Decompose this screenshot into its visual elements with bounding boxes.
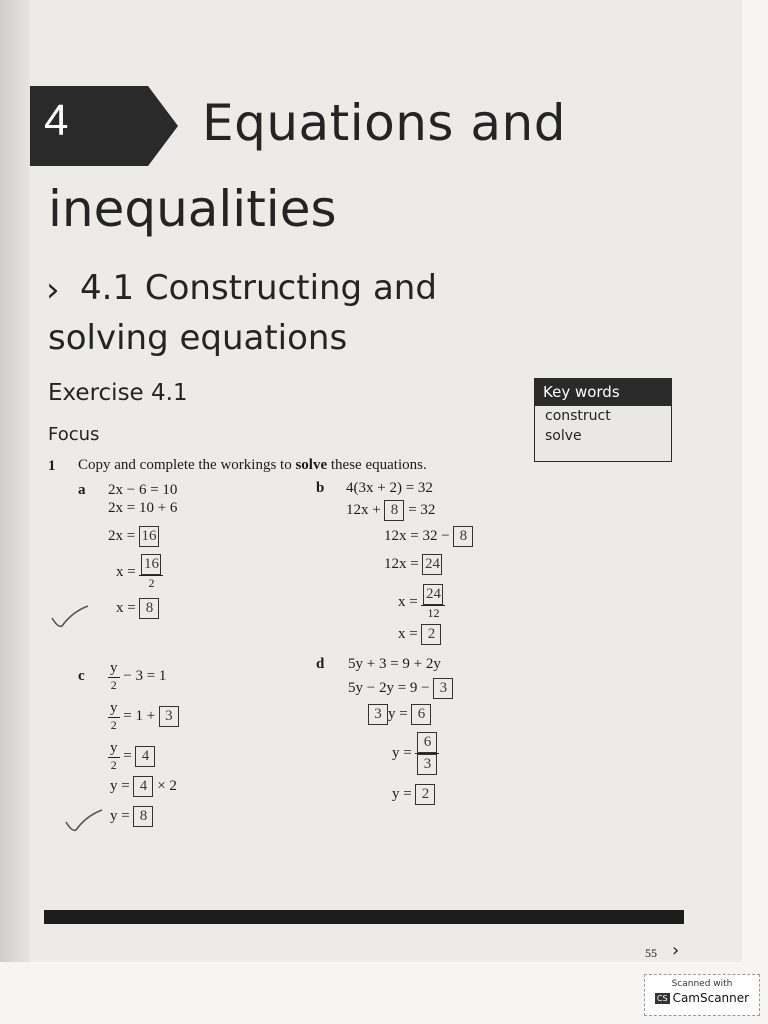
answer-box: 2 [421,624,441,645]
fraction-numerator [415,732,439,754]
page-chevron-icon: › [672,940,680,961]
fraction [139,554,163,591]
part-b-label: b [316,480,325,496]
part-b-line2 [346,500,435,521]
answer-box: 16 [139,526,159,547]
part-d-line3-mid: y = [388,705,412,722]
part-d-line2-left: 5y − 2y = 9 − [348,679,434,696]
answer-box: 6 [417,732,437,753]
part-c-line4 [110,776,177,797]
scanner-caption: Scanned with [671,979,733,989]
section-chevron-icon: › [46,270,60,310]
key-words-heading: Key words [535,379,671,406]
fraction [108,740,120,773]
part-d-line4-left: y = [392,744,416,761]
part-b-line1: 4(3x + 2) = 32 [346,480,433,496]
fraction-denominator: 2 [148,576,155,590]
fraction [421,584,445,621]
part-c-line4-right: × 2 [153,777,177,794]
part-b-line3-left: 12x = 32 − [384,527,454,544]
part-c-label: c [78,668,85,684]
part-d-line5-left: y = [392,785,416,802]
fraction-numerator [139,554,163,576]
part-b-line5-left: x = [398,593,422,610]
section-title: 4.1 Constructing and [80,268,437,308]
part-a-line5 [116,598,159,619]
fraction-denominator: 12 [427,606,440,620]
footer-bar [44,910,684,924]
page-number: 55 [645,946,657,960]
part-d-line4 [392,732,439,775]
part-c-line5-left: y = [110,807,134,824]
answer-box: 16 [141,554,161,575]
key-words-box [534,378,672,462]
question-number: 1 [48,458,56,474]
part-d-line2 [348,678,453,699]
answer-box: 24 [423,584,443,605]
fraction [108,700,120,733]
check-mark-icon [64,808,104,834]
question-text-before: Copy and complete the workings to [78,457,296,473]
scanner-brand [645,991,759,1005]
question-text [78,457,427,474]
part-b-line4-left: 12x = [384,555,423,572]
section-title-line2: solving equations [48,318,348,358]
fraction [415,732,439,775]
answer-box: 3 [368,704,388,725]
camscanner-logo-icon: CS [656,994,668,1003]
part-b-line4 [384,554,442,575]
answer-box: 3 [433,678,453,699]
part-d-label: d [316,656,325,672]
focus-label: Focus [48,424,100,445]
part-b-line5 [398,584,445,621]
answer-box: 8 [453,526,473,547]
part-a-line4 [116,554,163,591]
fraction-denominator: 2 [110,718,117,732]
chapter-title: Equations and [202,94,566,152]
part-c-line2 [108,700,179,733]
part-c-line3-mid: = [119,747,136,764]
key-word-solve: solve [545,428,582,444]
part-c-line3 [108,740,155,773]
part-c-line1-right: − 3 = 1 [119,667,167,684]
part-a-label: a [78,482,86,498]
fraction-numerator: y [110,660,118,676]
check-mark-icon [50,604,90,630]
part-c-line2-mid: = 1 + [119,707,159,724]
part-b-line2-right: = 32 [404,501,436,518]
fraction-denominator: 2 [110,678,117,692]
chapter-number: 4 [44,96,69,145]
part-d-line5 [392,784,435,805]
part-a-line2: 2x = 10 + 6 [108,500,178,516]
scanner-brand-name: CamScanner [672,991,750,1005]
part-a-line4-left: x = [116,563,140,580]
exercise-title: Exercise 4.1 [48,380,188,406]
fraction-numerator [421,584,445,606]
part-d-line1: 5y + 3 = 9 + 2y [348,656,441,672]
answer-box: 3 [417,754,437,775]
chapter-title-line2: inequalities [48,180,337,238]
answer-box: 4 [135,746,155,767]
part-a-line1: 2x − 6 = 10 [108,482,178,498]
part-a-line5-left: x = [116,599,140,616]
part-a-line3 [108,526,159,547]
fraction [108,660,120,693]
answer-box: 8 [133,806,153,827]
answer-box: 24 [422,554,442,575]
answer-box: 6 [411,704,431,725]
part-c-line4-left: y = [110,777,134,794]
answer-box: 2 [415,784,435,805]
answer-box: 8 [139,598,159,619]
scanner-watermark [644,974,760,1016]
part-b-line6-left: x = [398,625,422,642]
key-word-construct: construct [545,408,611,424]
fraction-numerator: y [110,700,118,716]
part-c-line1 [108,660,166,693]
fraction-denominator: 2 [110,758,117,772]
answer-box: 8 [384,500,404,521]
question-text-bold: solve [295,457,328,473]
fraction-denominator [415,754,439,775]
question-text-after: these equations. [327,457,427,473]
part-c-line5 [110,806,153,827]
part-b-line6 [398,624,441,645]
part-a-line3-left: 2x = [108,527,139,544]
answer-box: 4 [133,776,153,797]
part-d-line3 [368,704,431,725]
part-b-line2-left: 12x + [346,501,385,518]
answer-box: 3 [159,706,179,727]
part-b-line3 [384,526,473,547]
fraction-numerator: y [110,740,118,756]
page-edge-shadow [0,0,30,962]
